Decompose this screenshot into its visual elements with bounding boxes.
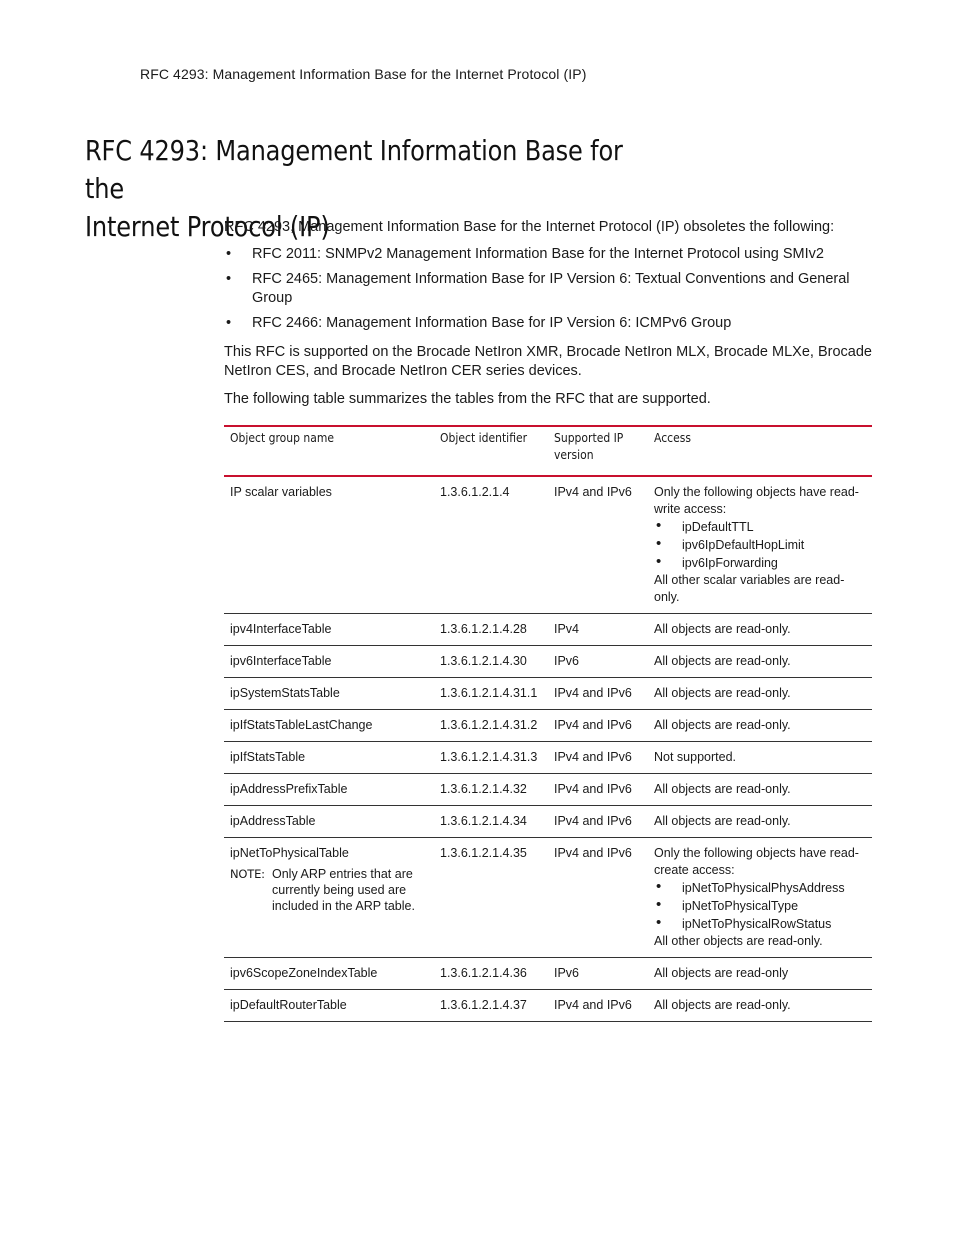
list-item-text: RFC 2466: Management Information Base for IP Version 6: ICMPv6 Group (252, 315, 732, 331)
table-row (224, 806, 872, 838)
cell-access: All objects are read-only. (648, 774, 872, 806)
cell-version: IPv4 and IPv6 (548, 806, 648, 838)
cell-oid: 1.3.6.1.2.1.4.31.2 (434, 710, 548, 742)
cell-group: ipDefaultRouterTable (224, 990, 434, 1022)
cell-version: IPv4 (548, 614, 648, 646)
cell-access: All objects are read-only. (648, 678, 872, 710)
access-object-list (654, 518, 866, 572)
cell-group: ipAddressPrefixTable (224, 774, 434, 806)
access-outro: All other objects are read-only. (654, 934, 823, 948)
access-object: • ipNetToPhysicalPhysAddress (654, 879, 866, 897)
cell-oid: 1.3.6.1.2.1.4.28 (434, 614, 548, 646)
list-item-text: RFC 2011: SNMPv2 Management Information Base for the Internet Protocol using SMIv2 (252, 246, 824, 262)
list-item (224, 245, 874, 264)
note-text: Only ARP entries that are currently being used are included in the ARP table. (272, 867, 415, 913)
table-row (224, 742, 872, 774)
access-object: • ipNetToPhysicalRowStatus (654, 915, 866, 933)
access-intro: Only the following objects have read-create access: (654, 846, 859, 877)
access-object: • ipDefaultTTL (654, 518, 866, 536)
cell-group: IP scalar variables (224, 476, 434, 614)
cell-oid: 1.3.6.1.2.1.4.36 (434, 958, 548, 990)
access-intro: Only the following objects have read-write access: (654, 485, 859, 516)
list-item (224, 314, 874, 333)
table-header-row (224, 426, 872, 476)
cell-group: ipv4InterfaceTable (224, 614, 434, 646)
cell-group: ipSystemStatsTable (224, 678, 434, 710)
cell-version: IPv4 and IPv6 (548, 742, 648, 774)
cell-access (648, 838, 872, 958)
obsoletes-list (224, 245, 874, 339)
cell-version: IPv4 and IPv6 (548, 774, 648, 806)
cell-access: All objects are read-only. (648, 806, 872, 838)
bullet-icon: • (226, 271, 232, 287)
page-title-line-1: RFC 4293: Management Information Base for the (85, 134, 623, 205)
cell-oid: 1.3.6.1.2.1.4.32 (434, 774, 548, 806)
cell-version: IPv4 and IPv6 (548, 678, 648, 710)
table-row (224, 838, 872, 958)
intro-paragraph: RFC 4293, Management Information Base for the Internet Protocol (IP) obsoletes the following: (224, 219, 835, 235)
cell-version: IPv4 and IPv6 (548, 990, 648, 1022)
column-header-access: Access (648, 426, 872, 476)
bullet-icon: • (226, 315, 232, 331)
cell-oid: 1.3.6.1.2.1.4.35 (434, 838, 548, 958)
column-header-group: Object group name (224, 426, 434, 476)
table-row (224, 958, 872, 990)
list-item (224, 270, 874, 308)
cell-group: ipv6InterfaceTable (224, 646, 434, 678)
access-outro: All other scalar variables are read-only. (654, 573, 845, 604)
cell-access (648, 476, 872, 614)
access-object: • ipv6IpDefaultHopLimit (654, 536, 866, 554)
cell-access: All objects are read-only. (648, 646, 872, 678)
cell-access: All objects are read-only (648, 958, 872, 990)
cell-access: All objects are read-only. (648, 990, 872, 1022)
cell-oid: 1.3.6.1.2.1.4 (434, 476, 548, 614)
table-row (224, 990, 872, 1022)
running-header: RFC 4293: Management Information Base for the Internet Protocol (IP) (140, 66, 587, 82)
cell-oid: 1.3.6.1.2.1.4.30 (434, 646, 548, 678)
supported-tables-table (224, 425, 872, 1022)
table-intro-paragraph: The following table summarizes the tables from the RFC that are supported. (224, 391, 711, 407)
group-name: ipNetToPhysicalTable (230, 846, 349, 860)
table-row (224, 614, 872, 646)
note-label: NOTE: (230, 867, 265, 881)
cell-group: ipIfStatsTableLastChange (224, 710, 434, 742)
cell-group: ipAddressTable (224, 806, 434, 838)
cell-access: All objects are read-only. (648, 614, 872, 646)
cell-oid: 1.3.6.1.2.1.4.34 (434, 806, 548, 838)
access-object-list (654, 879, 866, 933)
cell-oid: 1.3.6.1.2.1.4.37 (434, 990, 548, 1022)
cell-group: ipv6ScopeZoneIndexTable (224, 958, 434, 990)
cell-version: IPv4 and IPv6 (548, 476, 648, 614)
access-object: • ipNetToPhysicalType (654, 897, 866, 915)
note (230, 866, 428, 914)
access-object: • ipv6IpForwarding (654, 554, 866, 572)
table-row (224, 678, 872, 710)
cell-group (224, 838, 434, 958)
list-item-text: RFC 2465: Management Information Base for IP Version 6: Textual Conventions and General Group (252, 271, 850, 306)
cell-oid: 1.3.6.1.2.1.4.31.3 (434, 742, 548, 774)
table-row (224, 774, 872, 806)
column-header-version: Supported IP version (548, 426, 648, 476)
cell-oid: 1.3.6.1.2.1.4.31.1 (434, 678, 548, 710)
page-title-line-2: Internet Protocol (IP) (85, 210, 330, 243)
cell-version: IPv4 and IPv6 (548, 710, 648, 742)
cell-version: IPv6 (548, 958, 648, 990)
bullet-icon: • (226, 246, 232, 262)
cell-version: IPv6 (548, 646, 648, 678)
table-row (224, 476, 872, 614)
column-header-oid: Object identifier (434, 426, 548, 476)
cell-access: All objects are read-only. (648, 710, 872, 742)
cell-access: Not supported. (648, 742, 872, 774)
cell-version: IPv4 and IPv6 (548, 838, 648, 958)
cell-group: ipIfStatsTable (224, 742, 434, 774)
supported-devices-paragraph: This RFC is supported on the Brocade NetIron XMR, Brocade NetIron MLX, Brocade MLXe, Brocade NetIron CES, and Brocade NetIron CER series devices. (224, 344, 872, 379)
table-row (224, 710, 872, 742)
table-row (224, 646, 872, 678)
